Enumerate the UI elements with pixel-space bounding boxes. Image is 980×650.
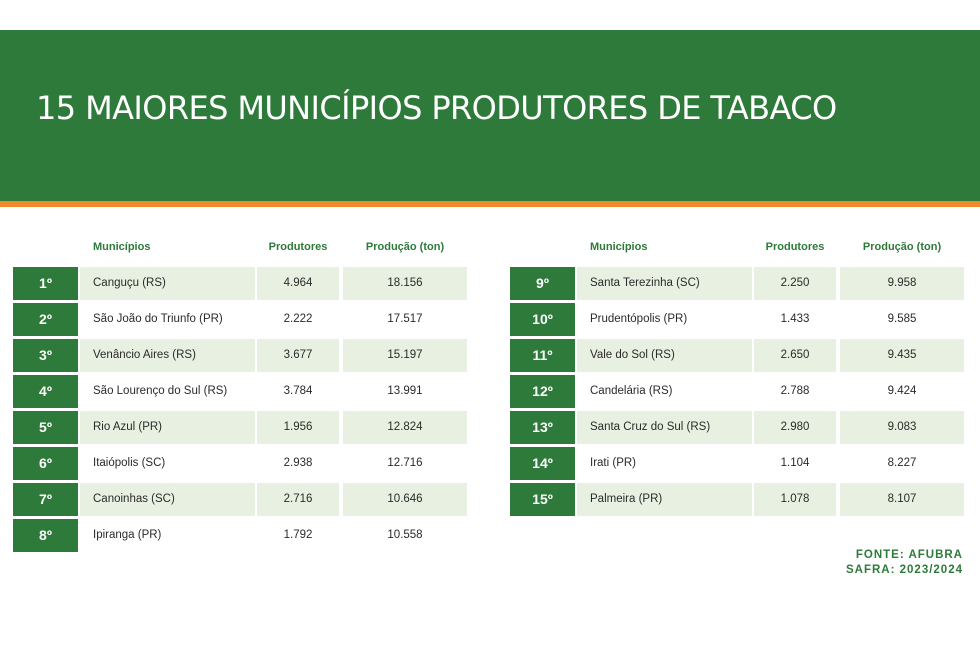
produtores-value: 2.716 [257, 483, 339, 516]
produtores-value: 2.938 [283, 457, 313, 469]
producao-value: 15.197 [343, 339, 467, 372]
rank-badge: 2º [13, 303, 78, 336]
producao-value: 17.517 [387, 313, 423, 325]
producao-value: 12.716 [387, 457, 423, 469]
municipio-name: São João do Triunfo (PR) [93, 313, 223, 325]
rank-badge: 10º [510, 303, 575, 336]
produtores-value: 2.650 [754, 339, 836, 372]
municipio-name: Canoinhas (SC) [80, 483, 255, 516]
produtores-value: 1.433 [780, 313, 810, 325]
produtores-value: 1.078 [754, 483, 836, 516]
rank-badge: 7º [13, 483, 78, 516]
produtores-value: 2.788 [780, 385, 810, 397]
municipio-name: Itaiópolis (SC) [93, 457, 166, 469]
producao-value: 18.156 [343, 267, 467, 300]
municipio-name: Prudentópolis (PR) [590, 313, 688, 325]
rank-badge: 15º [510, 483, 575, 516]
rank-badge: 1º [13, 267, 78, 300]
banner-orange-stripe [0, 201, 980, 207]
header-producao: Produção (ton) [862, 241, 942, 253]
produtores-value: 1.956 [257, 411, 339, 444]
producao-value: 13.991 [387, 385, 423, 397]
municipio-name: Ipiranga (PR) [93, 529, 162, 541]
producao-value: 8.227 [887, 457, 917, 469]
rank-badge: 12º [510, 375, 575, 408]
municipio-name: São Lourenço do Sul (RS) [93, 385, 228, 397]
rank-badge: 4º [13, 375, 78, 408]
rank-badge: 9º [510, 267, 575, 300]
rank-badge: 8º [13, 519, 78, 552]
producao-value: 9.435 [840, 339, 964, 372]
municipio-name: Canguçu (RS) [80, 267, 255, 300]
municipio-name: Santa Terezinha (SC) [577, 267, 752, 300]
producao-value: 9.083 [840, 411, 964, 444]
page-title: 15 MAIORES MUNICÍPIOS PRODUTORES DE TABACO [36, 89, 837, 127]
source-safra: SAFRA: 2023/2024 [846, 564, 963, 576]
producao-value: 8.107 [840, 483, 964, 516]
producao-value: 9.424 [887, 385, 917, 397]
produtores-value: 2.250 [754, 267, 836, 300]
header-producao: Produção (ton) [365, 241, 445, 253]
header-produtores: Produtores [765, 241, 825, 253]
source-fonte: FONTE: AFUBRA [855, 549, 963, 561]
municipio-name: Irati (PR) [590, 457, 636, 469]
produtores-value: 3.677 [257, 339, 339, 372]
producao-value: 10.646 [343, 483, 467, 516]
municipio-name: Palmeira (PR) [577, 483, 752, 516]
produtores-value: 2.980 [754, 411, 836, 444]
rank-badge: 14º [510, 447, 575, 480]
rank-badge: 6º [13, 447, 78, 480]
produtores-value: 1.792 [283, 529, 313, 541]
source-note [846, 548, 963, 578]
produtores-value: 4.964 [257, 267, 339, 300]
producao-value: 10.558 [387, 529, 423, 541]
municipio-name: Santa Cruz do Sul (RS) [577, 411, 752, 444]
rank-badge: 3º [13, 339, 78, 372]
producao-value: 9.958 [840, 267, 964, 300]
municipio-name: Vale do Sol (RS) [577, 339, 752, 372]
produtores-value: 3.784 [283, 385, 313, 397]
municipio-name: Venâncio Aires (RS) [80, 339, 255, 372]
header-produtores: Produtores [268, 241, 328, 253]
produtores-value: 2.222 [283, 313, 313, 325]
header-municipios: Municípios [590, 241, 648, 253]
producao-value: 12.824 [343, 411, 467, 444]
rank-badge: 5º [13, 411, 78, 444]
municipio-name: Rio Azul (PR) [80, 411, 255, 444]
rank-badge: 13º [510, 411, 575, 444]
header-municipios: Municípios [93, 241, 151, 253]
rank-badge: 11º [510, 339, 575, 372]
produtores-value: 1.104 [780, 457, 810, 469]
producao-value: 9.585 [887, 313, 917, 325]
municipio-name: Candelária (RS) [590, 385, 673, 397]
